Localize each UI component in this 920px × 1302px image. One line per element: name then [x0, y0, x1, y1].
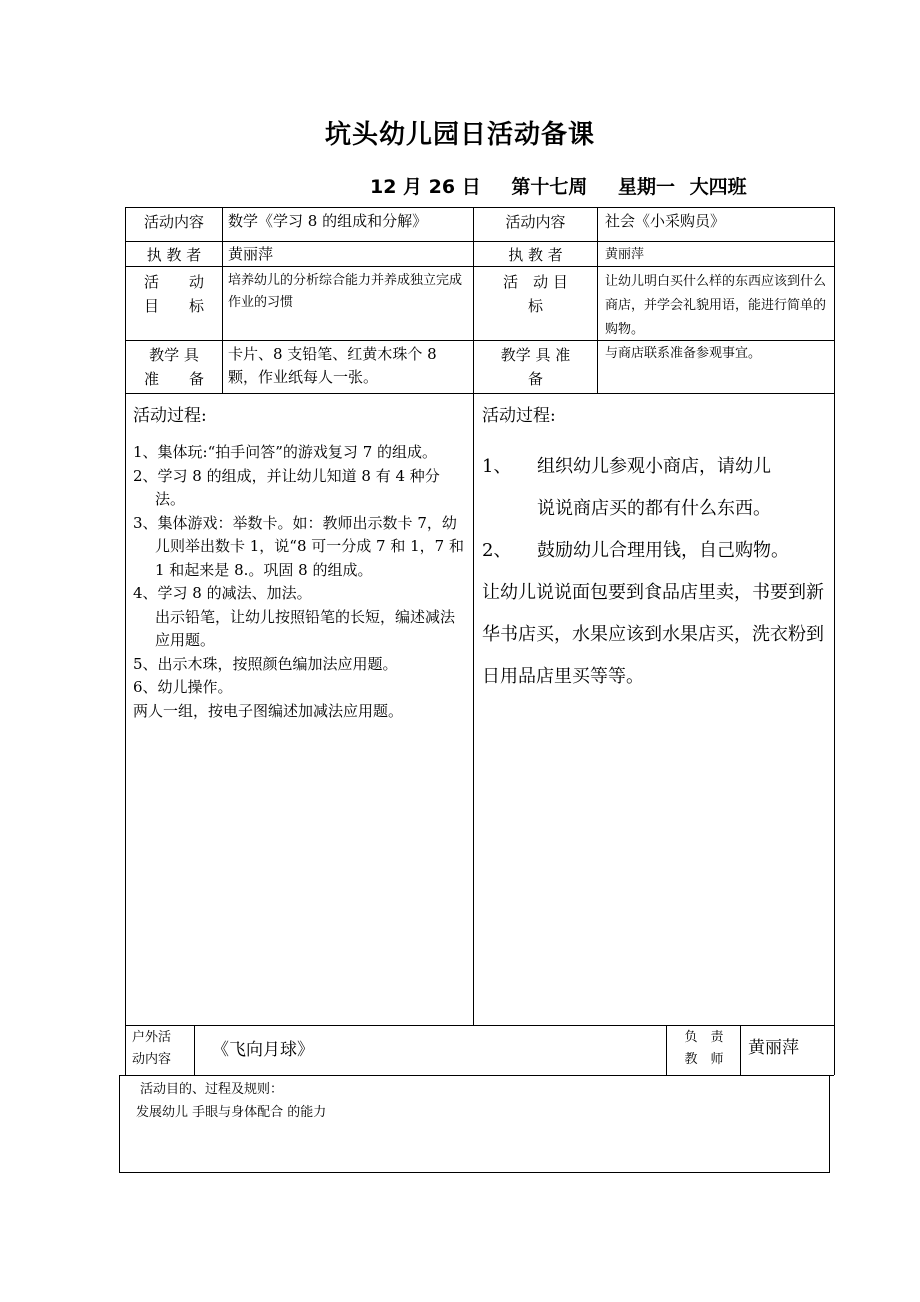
- right-prep-value: 与商店联系准备参观事宜。: [605, 346, 762, 361]
- right-goal-label: [474, 270, 597, 318]
- right-teacher-value: 黄丽萍: [605, 247, 645, 262]
- week: 第十七周: [511, 176, 588, 198]
- outdoor-goal-text: 发展幼儿 手眼与身体配合 的能力: [136, 1105, 327, 1120]
- left-teacher-label: 执 教 者: [146, 246, 202, 264]
- left-prep-label: [126, 343, 222, 391]
- left-teacher-value: 黄丽萍: [228, 245, 274, 263]
- page-title: 坑头幼儿园日活动备课: [324, 120, 595, 150]
- left-prep-label-line1: 教学 具: [149, 346, 199, 364]
- outdoor-value: 《飞向月球》: [212, 1040, 314, 1060]
- left-goal-value: 培养幼儿的分析综合能力并养成独立完成作业的习惯: [228, 273, 463, 310]
- left-goal-label-line1: 活 动: [143, 273, 204, 291]
- outdoor-label-line2: 动内容: [132, 1052, 172, 1067]
- list-item: 2、学习 8 的组成，并让幼儿知道 8 有 4 种分法。: [133, 466, 440, 508]
- outdoor-teacher-label-line1: 负 责: [684, 1030, 724, 1045]
- outdoor-goal-title: 活动目的、过程及规则：: [140, 1082, 284, 1097]
- list-item-cont: 让幼儿说说面包要到食品店里卖，书要到新华书店买，水果应该到水果店买，洗衣粉到日用品店里买等等。: [482, 582, 824, 687]
- left-goal-label: [126, 270, 222, 318]
- outdoor-teacher-label: [672, 1027, 736, 1071]
- right-goal-value: 让幼儿明白买什么样的东西应该到什么商店，并学会礼貌用语，能进行简单的购物。: [605, 274, 827, 337]
- left-goal-label-line2: 目 标: [143, 297, 204, 315]
- list-item-cont: 说说商店买的都有什么东西。: [537, 498, 771, 519]
- right-teacher-label: 执 教 者: [508, 246, 563, 264]
- list-item: 5、出示木珠，按照颜色编加法应用题。: [133, 654, 398, 673]
- item-number: 1、: [482, 456, 512, 477]
- class-name: 大四班: [689, 176, 747, 198]
- list-item: 3、集体游戏：举数卡。如：教师出示数卡 7，幼儿则举出数卡 1，说“8 可一分成 7 和 1，7 和 1 和起来是 8.。巩固 8 的组成。: [133, 513, 464, 579]
- right-prep-label: [474, 343, 597, 391]
- left-prep-label-line2: 准 备: [143, 370, 204, 388]
- right-goal-label-line1: 活 动 目: [503, 273, 568, 291]
- left-prep-value: 卡片、8 支铅笔、红黄木珠个 8 颗，作业纸每人一张。: [228, 345, 437, 386]
- weekday: 星期一: [618, 176, 676, 198]
- left-content-value: 数学《学习 8 的组成和分解》: [228, 212, 428, 230]
- right-content-label: 活动内容: [505, 213, 566, 231]
- list-item: [482, 446, 830, 488]
- list-item: 1、集体玩:“拍手问答”的游戏复习 7 的组成。: [133, 443, 438, 461]
- item-text: 鼓励幼儿合理用钱，自己购物。: [537, 540, 789, 561]
- outdoor-label: [132, 1027, 192, 1071]
- list-item: [482, 530, 830, 572]
- right-process-list: [482, 446, 830, 698]
- right-content-value: 社会《小采购员》: [605, 212, 726, 230]
- outdoor-teacher-label-line2: 教 师: [684, 1052, 724, 1067]
- date-line: [370, 172, 771, 199]
- outdoor-teacher-value: 黄丽萍: [748, 1038, 799, 1058]
- right-prep-label-line1: 教学 具 准: [500, 346, 571, 364]
- item-number: 2、: [482, 540, 512, 561]
- list-item: 两人一组，按电子图编述加减法应用题。: [133, 701, 404, 720]
- list-item: 出示铅笔，让幼儿按照铅笔的长短，编述减法应用题。: [155, 607, 456, 649]
- list-item: 4、学习 8 的减法、加法。: [133, 584, 312, 602]
- right-process-title: 活动过程:: [482, 406, 556, 426]
- left-process-list: [133, 441, 468, 723]
- right-goal-label-line2: 标: [527, 297, 543, 315]
- item-text: 组织幼儿参观小商店，请幼儿: [537, 456, 771, 477]
- list-item: 6、幼儿操作。: [133, 678, 233, 696]
- right-prep-label-line2: 备: [527, 370, 543, 388]
- outdoor-label-line1: 户外活: [132, 1030, 172, 1045]
- left-content-label: 活动内容: [143, 213, 204, 231]
- left-process-title: 活动过程:: [133, 406, 207, 426]
- date: 12 月 26 日: [370, 176, 481, 198]
